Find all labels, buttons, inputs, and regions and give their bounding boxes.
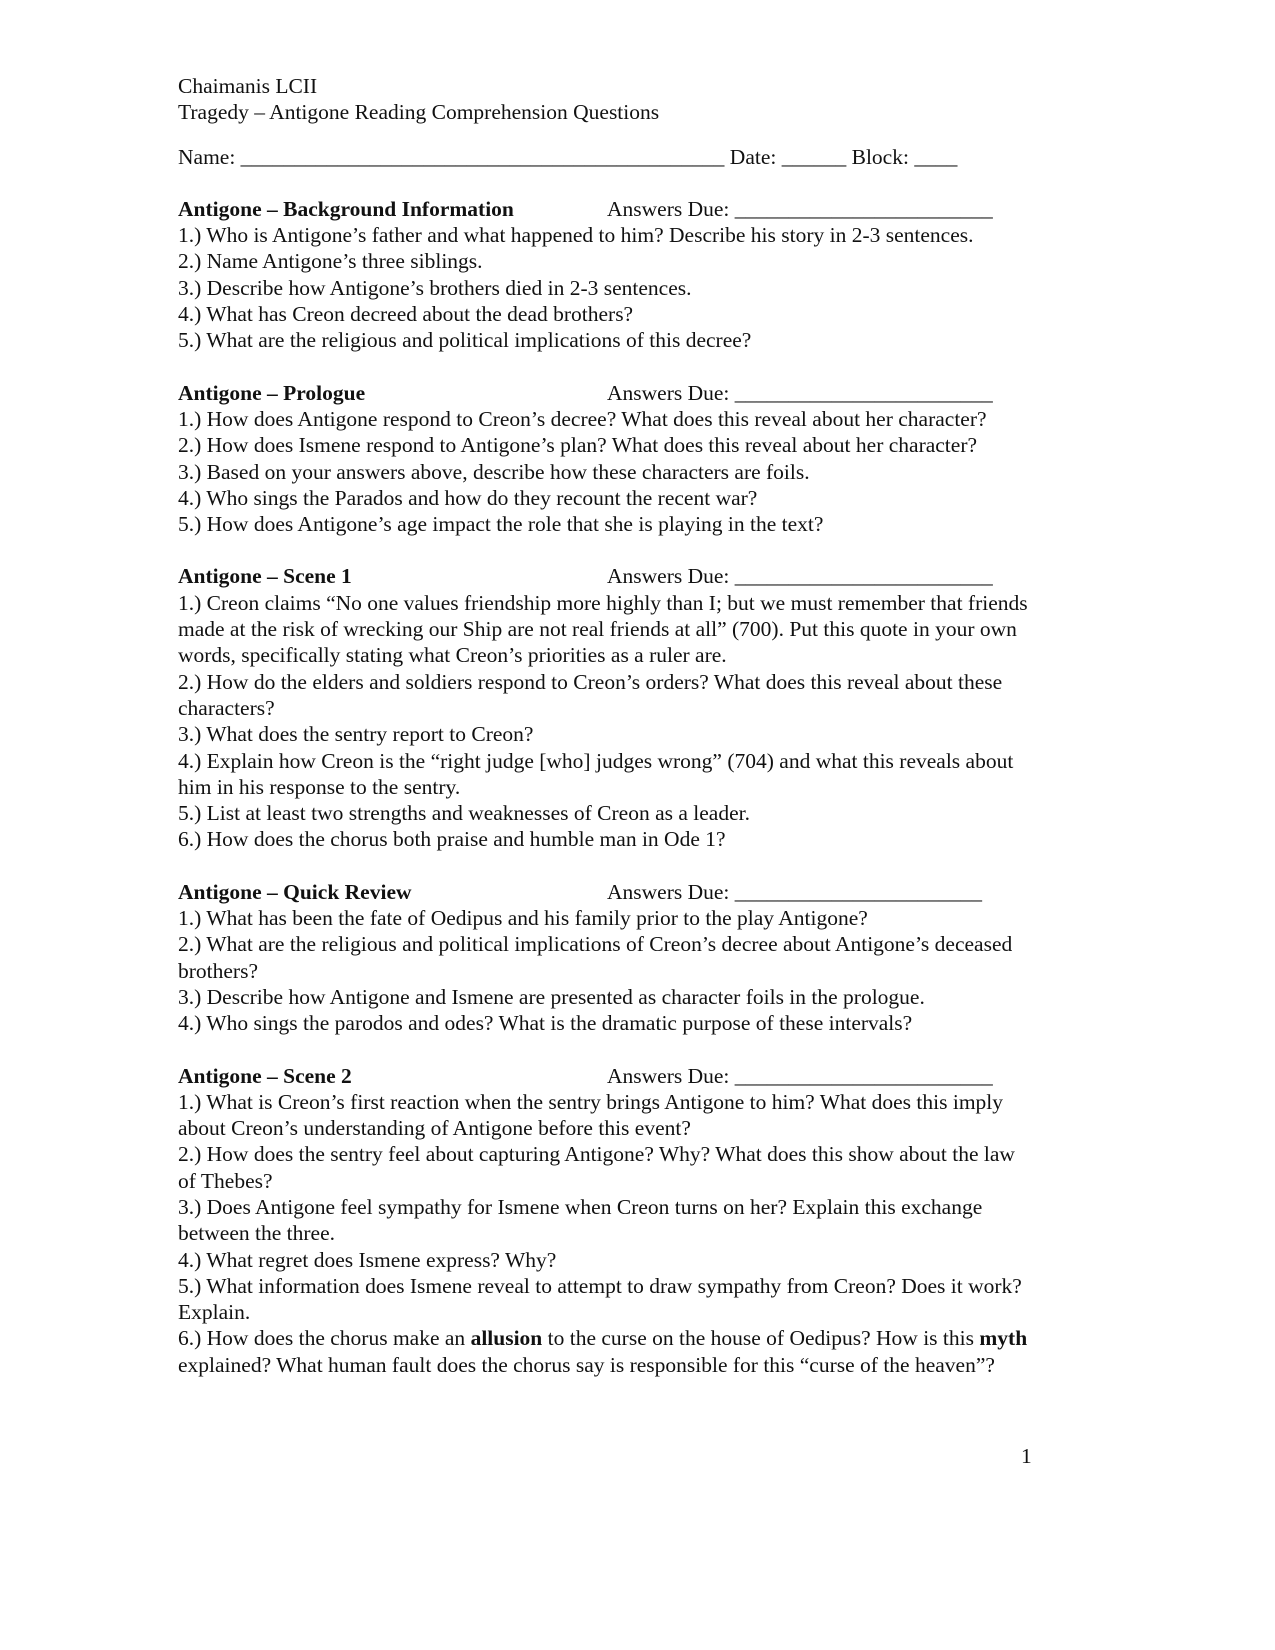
section-title: Antigone – Prologue: [178, 380, 366, 405]
section-title: Antigone – Scene 2: [178, 1063, 352, 1088]
section-title: Antigone – Quick Review: [178, 879, 412, 904]
question: 3.) Based on your answers above, describe how these characters are foils.: [178, 459, 810, 484]
section-header: [178, 1063, 1038, 1089]
question: 3.) Does Antigone feel sympathy for Ismene when Creon turns on her? Explain this exchange between the three.: [178, 1194, 983, 1246]
section: [178, 563, 1038, 852]
answers-due: Answers Due: _______________________: [607, 879, 983, 904]
answers-due: Answers Due: ________________________: [607, 564, 993, 589]
section-header: [178, 380, 1038, 406]
question: 1.) Who is Antigone’s father and what happened to him? Describe his story in 2-3 sentences.: [178, 223, 974, 248]
question: 2.) What are the religious and political implications of Creon’s decree about Antigone’s deceased brothers?: [178, 932, 1013, 983]
question: 5.) What information does Ismene reveal to attempt to draw sympathy from Creon? Does it work? Explain.: [178, 1273, 1022, 1325]
question: 4.) Who sings the Parados and how do they recount the recent war?: [178, 485, 758, 510]
question: 5.) How does Antigone’s age impact the role that she is playing in the text?: [178, 512, 824, 537]
question: 1.) Creon claims “No one values friendship more highly than I; but we must remember that friends made at the risk of wrecking our Ship are not real friends at all” (700). Put this quote in your own words, specifically stating what Creon’s priorities as a ruler are.: [178, 590, 1028, 668]
question: 4.) What has Creon decreed about the dead brothers?: [178, 302, 634, 327]
question-text: 6.) How does the chorus make an: [178, 1326, 471, 1351]
section: [178, 380, 1038, 538]
section-header: [178, 879, 1038, 905]
document-page: [178, 73, 1038, 1378]
answers-due: Answers Due: ________________________: [607, 380, 993, 405]
section: [178, 1063, 1038, 1379]
question: 4.) Who sings the parodos and odes? What is the dramatic purpose of these intervals?: [178, 1011, 913, 1036]
question: [178, 1325, 1038, 1378]
section-title: Antigone – Scene 1: [178, 564, 352, 589]
section-header: [178, 563, 1038, 589]
question: 2.) How do the elders and soldiers respond to Creon’s orders? What does this reveal about these characters?: [178, 669, 1003, 720]
answers-due: Answers Due: ________________________: [607, 196, 993, 221]
section: [178, 196, 1038, 354]
section-header: [178, 196, 1038, 222]
question: 4.) What regret does Ismene express? Why?: [178, 1247, 557, 1272]
question: 5.) List at least two strengths and weaknesses of Creon as a leader.: [178, 801, 750, 826]
name-date-block-line: Name: _____________________________________________ Date: ______ Block: ____: [178, 144, 958, 169]
question: 3.) What does the sentry report to Creon?: [178, 722, 534, 747]
question: 6.) How does the chorus both praise and humble man in Ode 1?: [178, 827, 726, 852]
question: 1.) What has been the fate of Oedipus and his family prior to the play Antigone?: [178, 906, 868, 931]
question: 1.) How does Antigone respond to Creon’s decree? What does this reveal about her character?: [178, 406, 987, 431]
question: 3.) Describe how Antigone’s brothers died in 2-3 sentences.: [178, 275, 692, 300]
question: 3.) Describe how Antigone and Ismene are presented as character foils in the prologue.: [178, 984, 925, 1009]
course-title: Chaimanis LCII: [178, 74, 318, 98]
question: 2.) Name Antigone’s three siblings.: [178, 249, 483, 274]
question: 4.) Explain how Creon is the “right judge [who] judges wrong” (704) and what this reveals about him in his response to the sentry.: [178, 748, 1014, 799]
question: 5.) What are the religious and political implications of this decree?: [178, 328, 752, 353]
question: 2.) How does Ismene respond to Antigone’s plan? What does this reveal about her character?: [178, 433, 978, 458]
term-allusion: allusion: [470, 1326, 543, 1351]
question-text: explained? What human fault does the chorus say is responsible for this “curse of the heaven”?: [178, 1352, 995, 1377]
answers-due: Answers Due: ________________________: [607, 1063, 993, 1088]
worksheet-title: Tragedy – Antigone Reading Comprehension Questions: [178, 100, 660, 125]
term-myth: myth: [979, 1326, 1028, 1351]
question: 1.) What is Creon’s first reaction when the sentry brings Antigone to him? What does this imply about Creon’s understanding of Antigone before this event?: [178, 1089, 1004, 1141]
question-text: to the curse on the house of Oedipus? How is this: [542, 1326, 980, 1351]
question: 2.) How does the sentry feel about capturing Antigone? Why? What does this show about the law of Thebes?: [178, 1142, 1015, 1193]
section: [178, 879, 1038, 1037]
page-number: 1: [1021, 1444, 1032, 1468]
section-title: Antigone – Background Information: [178, 196, 514, 221]
